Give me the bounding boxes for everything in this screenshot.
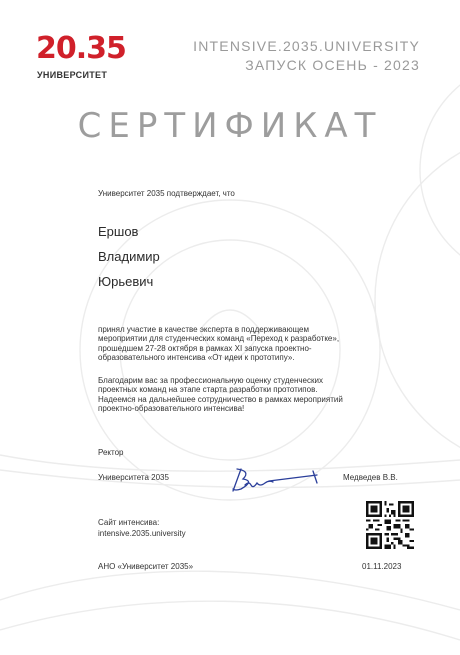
- header-site: INTENSIVE.2035.UNIVERSITY: [193, 38, 420, 54]
- recipient-last-name: Ершов: [98, 224, 139, 239]
- signatory-name: Медведев В.В.: [343, 473, 398, 482]
- gratitude-line: Благодарим вас за профессиональную оценку студенческих: [98, 376, 323, 385]
- certificate-title: СЕРТИФИКАТ: [77, 106, 383, 146]
- signature: [225, 461, 325, 497]
- logo-subtitle: УНИВЕРСИТЕТ: [37, 70, 108, 80]
- participation-line: принял участие в качестве эксперта в поддерживающем: [98, 325, 310, 334]
- site-label: Сайт интенсива:: [98, 518, 160, 527]
- site-url[interactable]: intensive.2035.university: [98, 529, 186, 538]
- gratitude-line: проектно-образовательного интенсива!: [98, 403, 245, 413]
- participation-line: прошедшем 27-28 октября в рамках XI запуска проектно-: [98, 343, 312, 353]
- participation-paragraph: [98, 325, 418, 362]
- logo-number: 20.35: [36, 31, 126, 66]
- signatory-organization: Университета 2035: [98, 473, 169, 482]
- recipient-patronymic: Юрьевич: [98, 274, 154, 289]
- gratitude-line: Надеемся на дальнейшее сотрудничество в рамках мероприятий: [98, 394, 343, 404]
- confirm-text: Университет 2035 подтверждает, что: [98, 189, 235, 198]
- gratitude-line: проектных команд на этапе старта разработки прототипов.: [98, 385, 318, 395]
- signatory-role: Ректор: [98, 448, 124, 457]
- gratitude-paragraph: [98, 376, 418, 413]
- participation-line: образовательного интенсива «От идеи к прототипу».: [98, 352, 295, 362]
- recipient-first-name: Владимир: [98, 249, 160, 264]
- participation-line: мероприятии для студенческих команд «Переход к разработке»,: [98, 334, 340, 344]
- header-launch: ЗАПУСК ОСЕНЬ - 2023: [245, 57, 420, 73]
- footer-date: 01.11.2023: [362, 562, 402, 571]
- footer-org: АНО «Университет 2035»: [98, 562, 194, 571]
- qr-code: [366, 501, 414, 549]
